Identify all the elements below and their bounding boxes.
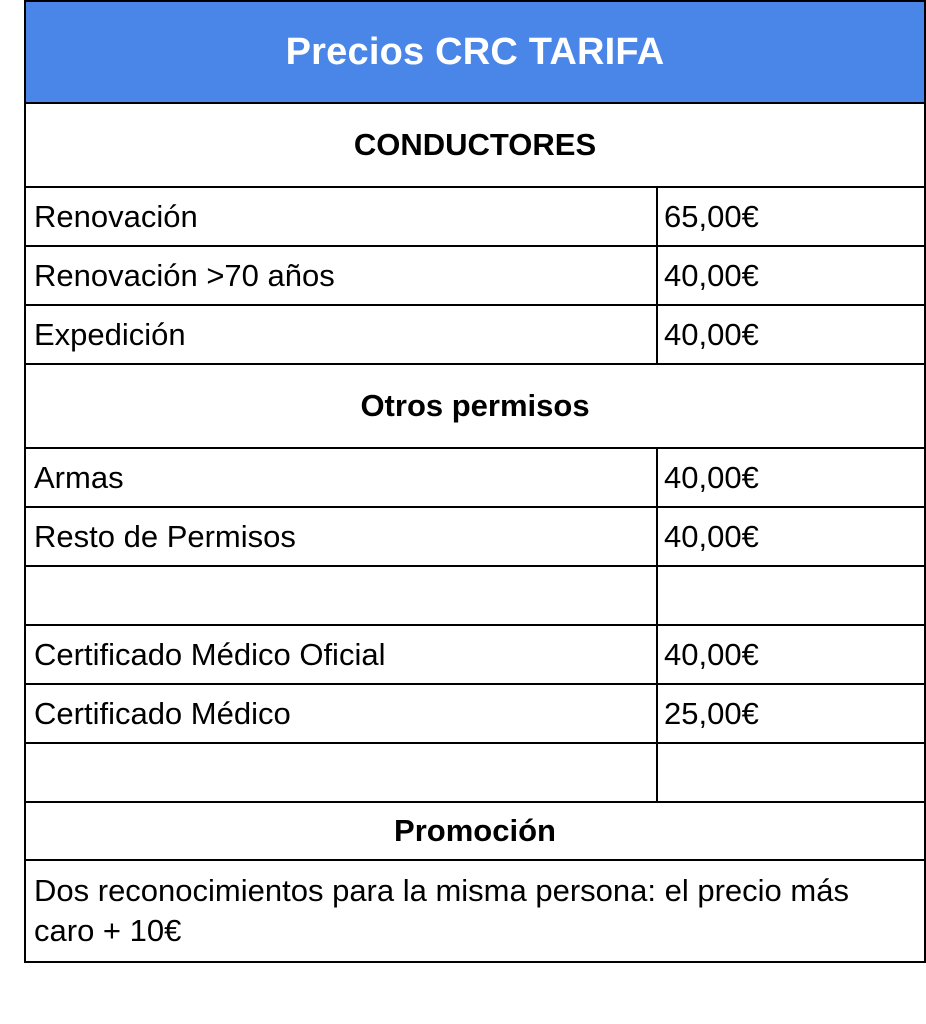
item-label: Expedición (25, 305, 657, 364)
empty-cell (657, 743, 925, 802)
table-row (25, 507, 925, 566)
item-label: Renovación (25, 187, 657, 246)
section-heading-conductores: CONDUCTORES (25, 103, 925, 187)
section-heading-otros-permisos: Otros permisos (25, 364, 925, 448)
section-row-conductores (25, 103, 925, 187)
table-row (25, 246, 925, 305)
title-row (25, 1, 925, 103)
item-price: 65,00€ (657, 187, 925, 246)
section-row-promocion (25, 802, 925, 860)
table-row (25, 684, 925, 743)
section-heading-promocion: Promoción (25, 802, 925, 860)
table-row (25, 187, 925, 246)
item-price: 25,00€ (657, 684, 925, 743)
title-cell (25, 1, 925, 103)
table-row (25, 305, 925, 364)
item-label: Renovación >70 años (25, 246, 657, 305)
item-label: Certificado Médico (25, 684, 657, 743)
item-price: 40,00€ (657, 448, 925, 507)
item-label: Armas (25, 448, 657, 507)
item-label: Certificado Médico Oficial (25, 625, 657, 684)
item-price: 40,00€ (657, 305, 925, 364)
page-title: Precios CRC TARIFA (285, 30, 665, 73)
promo-description: Dos reconocimientos para la misma persona: el precio más caro + 10€ (25, 860, 925, 962)
empty-cell (25, 743, 657, 802)
item-price: 40,00€ (657, 246, 925, 305)
item-price: 40,00€ (657, 507, 925, 566)
table-row (25, 448, 925, 507)
empty-row (25, 743, 925, 802)
empty-cell (657, 566, 925, 625)
empty-cell (25, 566, 657, 625)
price-table (24, 0, 926, 963)
empty-row (25, 566, 925, 625)
item-label: Resto de Permisos (25, 507, 657, 566)
table-row (25, 625, 925, 684)
section-row-otros (25, 364, 925, 448)
promo-row (25, 860, 925, 962)
item-price: 40,00€ (657, 625, 925, 684)
